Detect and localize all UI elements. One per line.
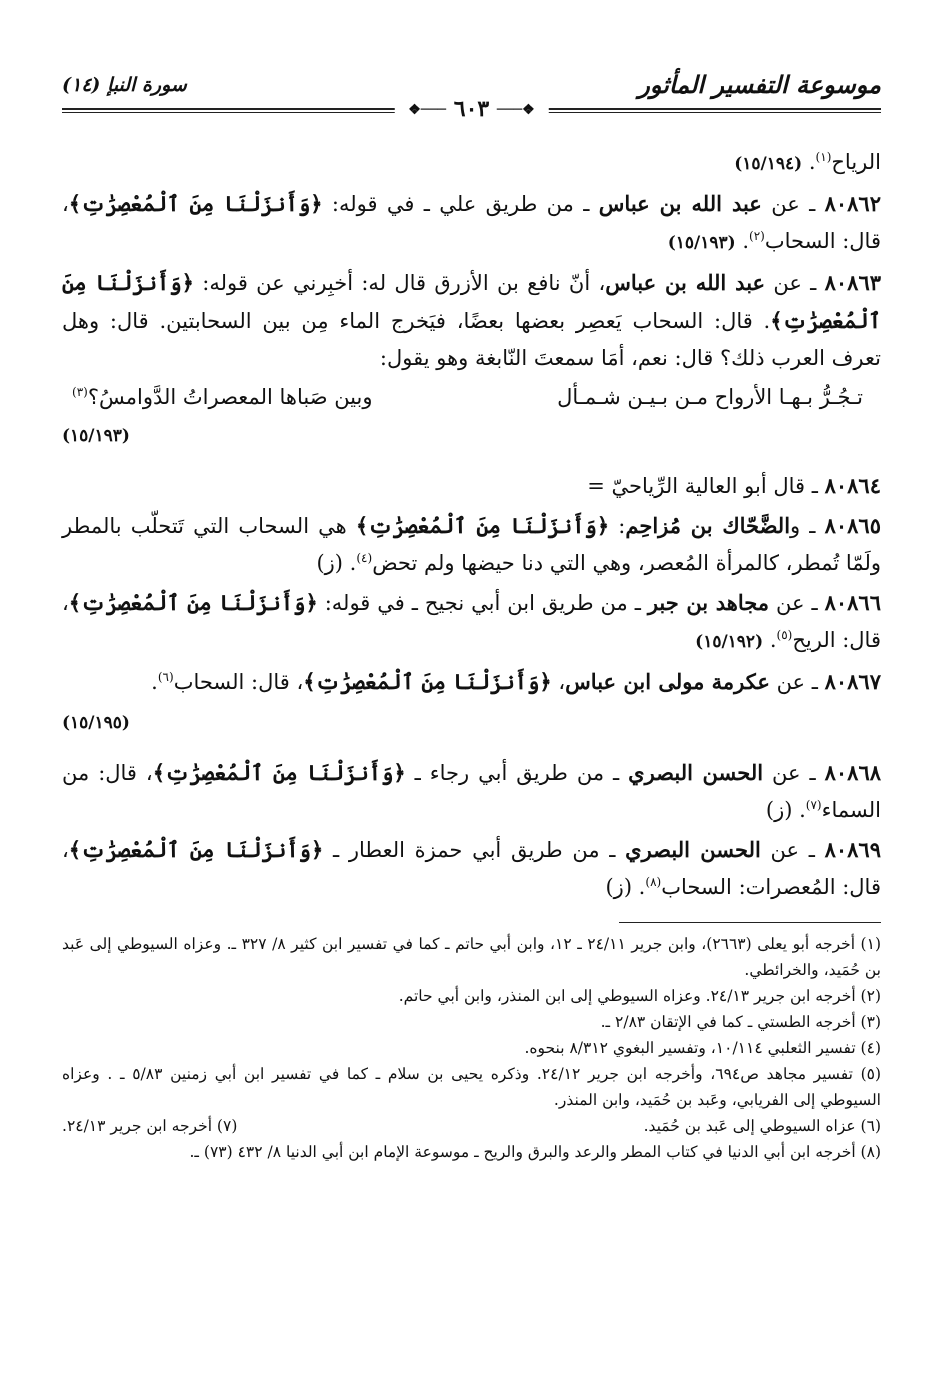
text: وبين صَباها المعصراتُ الدَّوامسُ؟: [87, 385, 373, 409]
footnote-7: (٧) أخرجه ابن جرير ٢٤/١٣.: [62, 1117, 238, 1135]
text: ـ قال: [766, 474, 825, 498]
text: . (ز): [605, 875, 646, 899]
footnote-ref[interactable]: (٥): [776, 628, 793, 642]
footnote-row: [62, 1113, 881, 1139]
narrator-name: الحسن البصري: [625, 837, 761, 862]
text: . (ز): [316, 551, 357, 575]
paragraph-continuation: [62, 144, 881, 183]
text: الرياح: [831, 150, 881, 174]
footnotes: [62, 931, 881, 1165]
text: ـ عن: [765, 271, 825, 295]
quran-verse: ﴿وَأَنزَلْنَا مِنَ ٱلْمُعْصِرَٰتِ﴾: [68, 191, 323, 216]
volume-ref: (١٥/١٩٥): [62, 713, 130, 733]
text: .: [742, 229, 750, 253]
surah-label: سورة النبإ (١٤): [62, 74, 187, 96]
poem-verse: [62, 379, 881, 416]
text: .: [808, 150, 816, 174]
text: ـ عن: [763, 761, 825, 785]
quran-verse: ﴿وَأَنزَلْنَا مِنَ ٱلْمُعْصِرَٰتِ﴾: [68, 590, 318, 615]
hadith-entry: [62, 663, 881, 701]
text: ـ عن: [769, 670, 825, 694]
entry-number: ٨٠٨٦٦: [824, 590, 881, 615]
text: ، قال: من السماء: [62, 761, 881, 822]
entry-number: ٨٠٨٦٣: [824, 270, 882, 295]
main-text: [62, 144, 881, 906]
footnote-8: (٨) أخرجه ابن أبي الدنيا في كتاب المطر والرعد والبرق والريح ـ موسوعة الإمام ابن أبي الدنيا ٨/ ٤٣٢ (٧٣) ـ.: [189, 1143, 881, 1161]
text: ـ من طريق ابن أبي نجيح ـ في قوله:: [317, 591, 648, 615]
hadith-entry: [62, 754, 881, 829]
footnote-4: (٤) تفسير الثعلبي ١٠/١١٤، وتفسير البغوي ٨/٣١٢ بنحوه.: [524, 1039, 881, 1057]
text: ،: [551, 670, 566, 694]
footnote-1: (١) أخرجه أبو يعلى (٢٦٦٣)، وابن جرير ٢٤/١١ ـ ١٢، وابن أبي حاتم ـ كما في تفسير ابن كثير ٨/ ٣٢٧ ـ. وعزاه السيوطي إلى عَبد بن حُمَيد، والخرائطي.: [62, 935, 881, 979]
text: =: [587, 474, 612, 498]
footnote-ref[interactable]: (٧): [805, 798, 822, 812]
text: ، أنّ نافع بن الأزرق قال له: أخبِرني عن قوله:: [193, 271, 606, 295]
running-header: [62, 64, 881, 122]
quran-verse: ﴿وَأَنزَلْنَا مِنَ ٱلْمُعْصِرَٰتِ﴾: [355, 513, 610, 538]
volume-ref: (١٥/١٩٢): [695, 632, 764, 652]
text: ـ عن: [761, 192, 825, 216]
quran-verse: ﴿وَأَنزَلْنَا مِنَ ٱلْمُعْصِرَٰتِ﴾: [62, 270, 881, 333]
entry-number: ٨٠٨٦٧: [824, 669, 881, 694]
text: ـ من طريق علي ـ في قوله:: [322, 192, 599, 216]
text: .: [151, 670, 158, 694]
text: . (ز): [765, 798, 806, 822]
narrator-name: مجاهد بن جبر: [647, 590, 770, 615]
text: ، قال: السحاب: [62, 192, 881, 253]
footnote-6: (٦) عزاه السيوطي إلى عَبد بن حُمَيد.: [643, 1117, 881, 1135]
footnote-5: (٥) تفسير مجاهد ص٦٩٤، وأخرجه ابن جرير ٢٤/١٢. وذكره يحيى بن سلام ـ كما في تفسير ابن أبي زمنين ٥/٨٣ ـ . وعزاه السيوطي إلى الفريابي، وعَبد بن حُمَيد، وابن المنذر.: [62, 1065, 882, 1109]
poem-hemistich-second: [72, 379, 373, 416]
hadith-entry: [62, 831, 881, 906]
hadith-entry: [62, 507, 881, 582]
footnote-ref[interactable]: (١): [815, 150, 832, 164]
footnote-ref[interactable]: (٤): [356, 551, 373, 565]
text: .: [769, 628, 777, 652]
footnote-separator: [619, 922, 881, 923]
text: ـ عن: [760, 838, 825, 862]
entry-number: ٨٠٨٦٥: [824, 513, 881, 538]
text: ـ من طريق أبي حمزة العطار ـ: [323, 838, 626, 862]
entry-number: ٨٠٨٦٤: [824, 473, 881, 498]
footnote-ref[interactable]: (٦): [157, 670, 174, 684]
text: . قال: السحاب يَعصِر بعضها بعضًا، فيَخرج الماء مِن بين السحابتين. قال: وهل تعرف العرب ذلك؟ قال: نعم، أمَا سمعتَ النّابغة وهو يقول:: [62, 309, 881, 370]
ornament-icon: ───❖: [408, 102, 447, 118]
volume-ref: (١٥/١٩٣): [62, 426, 130, 446]
quran-verse: ﴿وَأَنزَلْنَا مِنَ ٱلْمُعْصِرَٰتِ﴾: [303, 669, 552, 694]
hadith-entry: [62, 584, 881, 661]
text: هي السحاب التي تَتحلّب بالمطر ولَمّا تُمطر، كالمرأة المُعصر، وهي التي دنا حيضها ولم تحض: [62, 514, 881, 575]
page-number-box: [394, 96, 548, 122]
quran-verse: ﴿وَأَنزَلْنَا مِنَ ٱلْمُعْصِرَٰتِ﴾: [152, 760, 406, 785]
narrator-name: عبد الله بن عباس: [598, 191, 762, 216]
entry-number: ٨٠٨٦٢: [824, 191, 881, 216]
text: ـ من طريق أبي رجاء ـ: [405, 761, 629, 785]
poem-hemistich-first: تـجُـرُّ بـهـا الأرواح مـن بـيـن شـمـأل: [557, 385, 863, 409]
narrator-name: أبو العالية الرِّياحيّ: [611, 474, 767, 498]
text: ، قال: المُعصرات: السحاب: [62, 838, 881, 899]
footnote-ref[interactable]: (٨): [645, 875, 662, 889]
volume-ref: (١٥/١٩٣): [667, 233, 736, 253]
entry-number: ٨٠٨٦٩: [824, 837, 881, 862]
narrator-name: الضَّحّاك بن مُزاحِم: [625, 513, 791, 538]
narrator-name: الحسن البصري: [628, 760, 764, 785]
footnote-2: (٢) أخرجه ابن جرير ٢٤/١٣. وعزاه السيوطي إلى ابن المنذر، وابن أبي حاتم.: [398, 987, 881, 1005]
narrator-name: عكرمة مولى ابن عباس: [565, 669, 770, 694]
book-title: موسوعة التفسير المأثور: [638, 70, 881, 99]
text: ـ عن: [769, 591, 825, 615]
hadith-entry: [62, 264, 881, 377]
volume-ref-line: [62, 703, 881, 742]
hadith-entry: [62, 467, 881, 505]
hadith-entry: [62, 185, 881, 262]
footnote-3: (٣) أخرجه الطستي ـ كما في الإتقان ٢/٨٣ ـ.: [600, 1013, 881, 1031]
narrator-name: عبد الله بن عباس: [605, 270, 766, 295]
volume-ref: (١٥/١٩٤): [734, 154, 803, 174]
text: ، قال: السحاب: [173, 670, 304, 694]
text: :: [609, 514, 626, 538]
text: ، قال: الريح: [62, 591, 881, 652]
entry-number: ٨٠٨٦٨: [824, 760, 882, 785]
volume-ref-line: [62, 416, 881, 455]
page-number: ٦٠٣: [453, 96, 490, 122]
text: ـ و: [790, 514, 825, 538]
footnote-ref[interactable]: (٢): [749, 229, 765, 243]
ornament-icon: ❖───: [496, 102, 535, 118]
quran-verse: ﴿وَأَنزَلْنَا مِنَ ٱلْمُعْصِرَٰتِ﴾: [68, 837, 324, 862]
book-page: [62, 64, 881, 1341]
footnote-ref[interactable]: (٣): [72, 385, 88, 399]
